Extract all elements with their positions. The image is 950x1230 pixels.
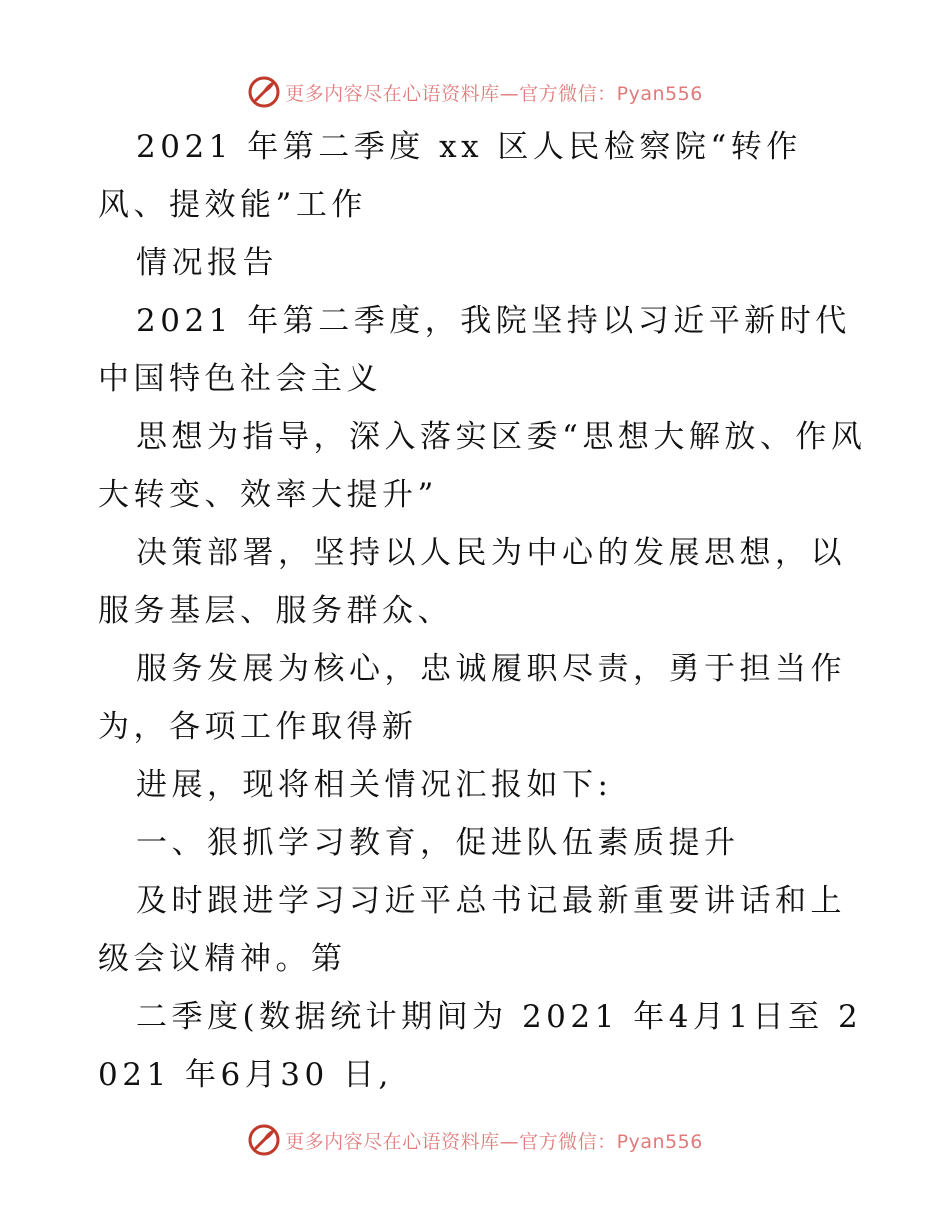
paragraph: 及时跟进学习习近平总书记最新重要讲话和上级会议精神。第 <box>98 883 846 977</box>
paragraph: 进展，现将相关情况汇报如下: <box>136 767 613 803</box>
watermark-text: 更多内容尽在心语资料库—官方微信：Pyan556 <box>285 82 703 105</box>
quill-logo-icon <box>247 1123 281 1157</box>
quill-logo-icon <box>247 75 281 109</box>
paragraph: 二季度(数据统计期间为 2021 年4月1日至 2021 年6月30 日, <box>98 999 863 1093</box>
watermark-text: 更多内容尽在心语资料库—官方微信：Pyan556 <box>285 1130 703 1153</box>
document-body <box>98 118 868 1104</box>
header-watermark <box>0 72 950 112</box>
paragraph: 2021 年第二季度，我院坚持以习近平新时代中国特色社会主义 <box>98 303 851 397</box>
paragraph: 2021 年第二季度 xx 区人民检察院“转作风、提效能”工作 <box>98 129 802 223</box>
paragraph: 一、狠抓学习教育，促进队伍素质提升 <box>136 825 740 861</box>
paragraph: 决策部署，坚持以人民为中心的发展思想，以服务基层、服务群众、 <box>98 535 846 629</box>
paragraph: 情况报告 <box>136 245 278 281</box>
paragraph: 思想为指导，深入落实区委“思想大解放、作风大转变、效率大提升” <box>98 419 867 513</box>
footer-watermark <box>0 1120 950 1160</box>
paragraph: 服务发展为核心，忠诚履职尽责，勇于担当作为，各项工作取得新 <box>98 651 846 745</box>
